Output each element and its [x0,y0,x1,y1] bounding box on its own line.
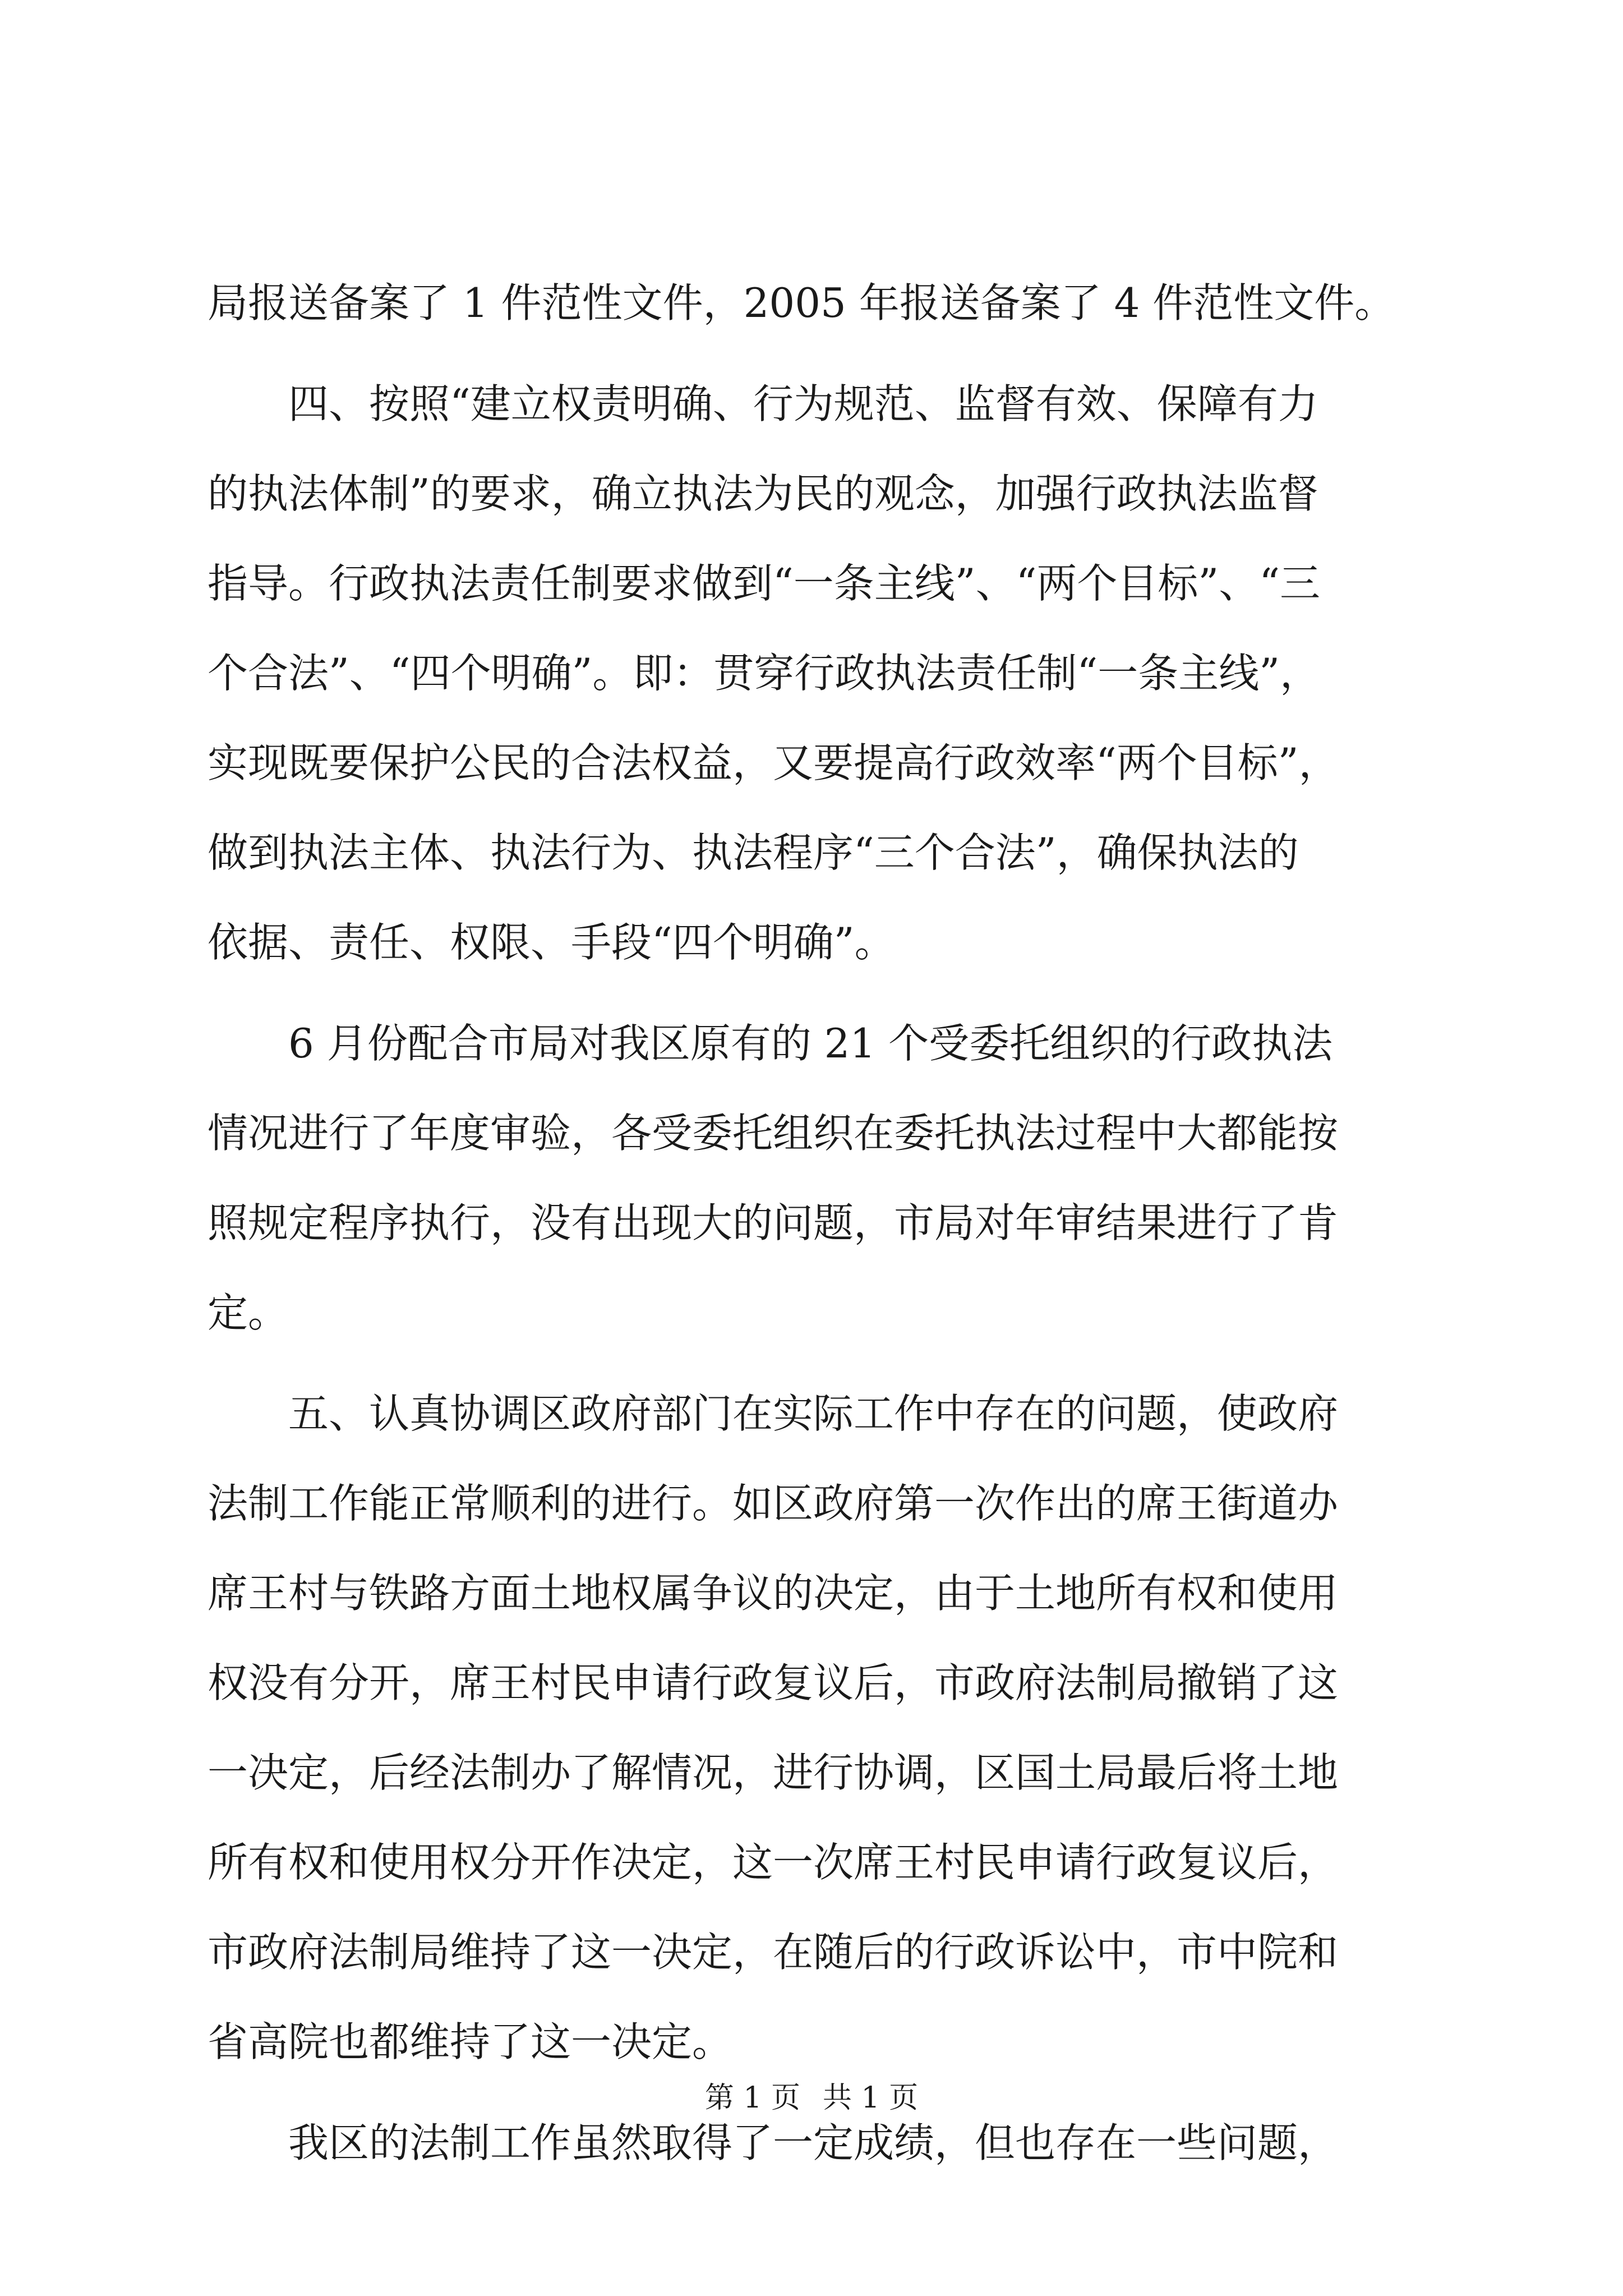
text-line: 省高院也都维持了这一决定。 [208,2018,733,2065]
text-line: 做到执法主体、执法行为、执法程序“三个合法”，确保执法的 [208,829,1299,876]
text-line: 权没有分开，席王村民申请行政复议后，市政府法制局撤销了这 [208,1659,1339,1706]
text-line: 席王村与铁路方面土地权属争议的决定，由于土地所有权和使用 [208,1570,1339,1617]
text-line: 实现既要保护公民的合法权益，又要提高行政效率“两个目标”， [208,739,1339,786]
text-line: 的执法体制”的要求，确立执法为民的观念，加强行政执法监督 [208,470,1318,517]
text-line: 6 月份配合市局对我区原有的 21 个受委托组织的行政执法 [288,1020,1333,1067]
text-line: 局报送备案了 1 件范性文件，2005 年报送备案了 4 件范性文件。 [208,279,1395,326]
text-line: 情况进行了年度审验，各受委托组织在委托执法过程中大都能按 [208,1110,1339,1157]
document-body [208,258,1419,2188]
text-line: 依据、责任、权限、手段“四个明确”。 [208,919,895,966]
page-footer [0,2076,1623,2120]
text-line: 一决定，后经法制办了解情况，进行协调，区国土局最后将土地 [208,1749,1339,1796]
text-line: 法制工作能正常顺利的进行。如区政府第一次作出的席王街道办 [208,1480,1339,1527]
text-line: 个合法”、“四个明确”。即：贯穿行政执法责任制“一条主线”， [208,650,1321,697]
text-line: 照规定程序执行，没有出现大的问题，市局对年审结果进行了肯 [208,1199,1339,1246]
text-line: 所有权和使用权分开作决定，这一次席王村民申请行政复议后， [208,1839,1339,1886]
text-line: 五、认真协调区政府部门在实际工作中存在的问题，使政府 [288,1390,1339,1437]
page-number: 第 1 页 [704,2081,800,2115]
text-line: 四、按照“建立权责明确、行为规范、监督有效、保障有力 [288,380,1318,427]
text-line: 我区的法制工作虽然取得了一定成绩，但也存在一些问题， [288,2119,1339,2166]
text-line: 定。 [208,1289,289,1336]
page-total: 共 1 页 [823,2081,919,2115]
text-line: 市政府法制局维持了这一决定，在随后的行政诉讼中，市中院和 [208,1929,1339,1976]
text-line: 指导。行政执法责任制要求做到“一条主线”、“两个目标”、“三 [208,560,1321,607]
